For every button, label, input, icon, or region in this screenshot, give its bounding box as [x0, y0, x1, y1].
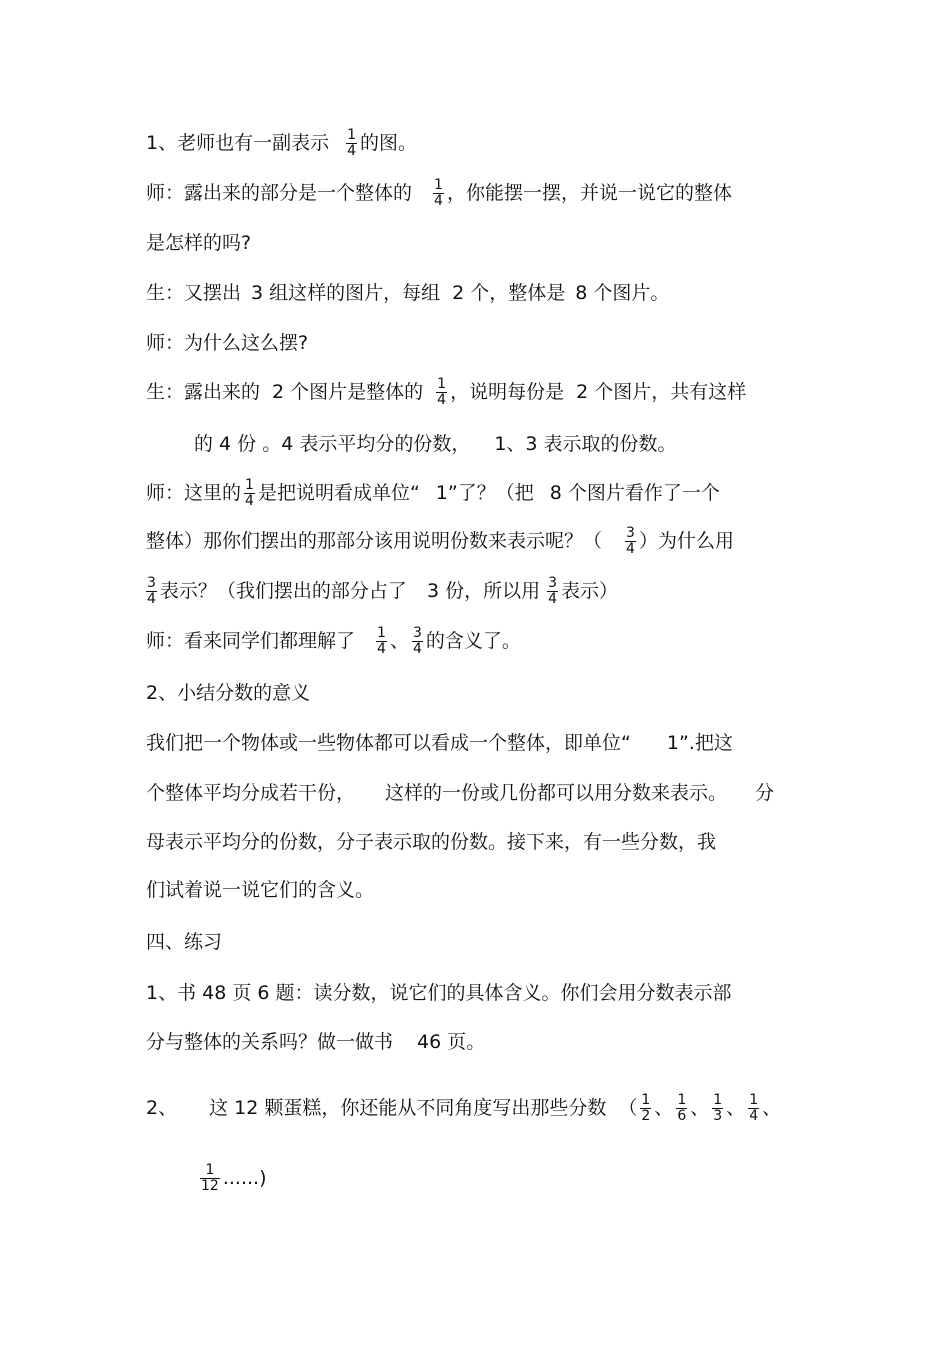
line-9: 整体）那你们摆出的那部分该用说明份数来表示呢？（ $\frac{3}{4}$ ）为什么用 [146, 525, 734, 557]
line-10: $\frac{3}{4}$ 表示？（我们摆出的部分占了 3 份，所以用 $\frac{3}{4}$ 表示） [147, 575, 619, 607]
line-6: 生：露出来的 2 个图片是整体的 $\frac{1}{4}$ ，说明每份是 2 个图片，共有这样 [146, 376, 747, 408]
fraction: $\frac{3}{4}$ [412, 625, 422, 657]
line-14: 个整体平均分成若干份， 这样的一份或几份都可以用分数来表示。 分 [146, 782, 775, 804]
line-11: 师：看来同学们都理解了 $\frac{1}{4}$ 、 $\frac{3}{4}$ 的含义了。 [146, 625, 521, 657]
fraction: $\frac{1}{6}$ [677, 1092, 687, 1124]
fraction: $\frac{3}{4}$ [548, 575, 557, 607]
line-17: 四、练习 [146, 931, 223, 953]
fraction: $\frac{1}{4}$ [377, 625, 386, 657]
fraction: $\frac{3}{4}$ [147, 575, 156, 607]
fraction: $\frac{1}{4}$ [434, 177, 443, 209]
fraction: $\frac{1}{4}$ [749, 1092, 759, 1124]
line-7: 的 4 份 。4 表示平均分的份数， 1、3 表示取的份数。 [194, 433, 677, 455]
line-1: 1、老师也有一副表示 $\frac{1}{4}$ 的图。 [146, 127, 418, 159]
line-19: 分与整体的关系吗？做一做书 46 页。 [146, 1031, 486, 1053]
line-20: 2、 这 12 颗蛋糕，你还能从不同角度写出那些分数 （ $\frac{1}{2}$ 、 $\frac{1}{6}$ 、 $\frac{1}{3}$ 、 $\frac{1}{4}$ 、 [146, 1092, 782, 1124]
line-5: 师：为什么这么摆? [146, 332, 309, 354]
line-8: 师：这里的 $\frac{1}{4}$ 是把说明看成单位“ 1”了？（把 8 个图片看作了一个 [146, 477, 720, 509]
line-16: 们试着说一说它们的含义。 [146, 879, 375, 901]
line-3: 是怎样的吗? [146, 232, 252, 254]
line-15: 母表示平均分的份数，分子表示取的份数。接下来，有一些分数，我 [146, 831, 717, 853]
line-2: 师：露出来的部分是一个整体的 $\frac{1}{4}$ ，你能摆一摆，并说一说它的整体 [146, 177, 732, 209]
line-21: $\frac{1}{12}$ ......) [201, 1162, 267, 1194]
line-12: 2、小结分数的意义 [146, 682, 311, 704]
fraction: $\frac{1}{3}$ [713, 1092, 723, 1124]
fraction: $\frac{1}{12}$ [201, 1162, 219, 1194]
line-18: 1、书 48 页 6 题：读分数，说它们的具体含义。你们会用分数表示部 [146, 982, 732, 1004]
fraction: $\frac{1}{2}$ [641, 1092, 651, 1124]
line-4: 生：又摆出 3 组这样的图片，每组 2 个，整体是 8 个图片。 [146, 282, 670, 304]
fraction: $\frac{3}{4}$ [626, 525, 635, 557]
fraction: $\frac{1}{4}$ [347, 127, 357, 159]
fraction: $\frac{1}{4}$ [245, 477, 254, 509]
fraction: $\frac{1}{4}$ [437, 376, 447, 408]
line-13: 我们把一个物体或一些物体都可以看成一个整体，即单位“ 1”.把这 [146, 732, 733, 754]
